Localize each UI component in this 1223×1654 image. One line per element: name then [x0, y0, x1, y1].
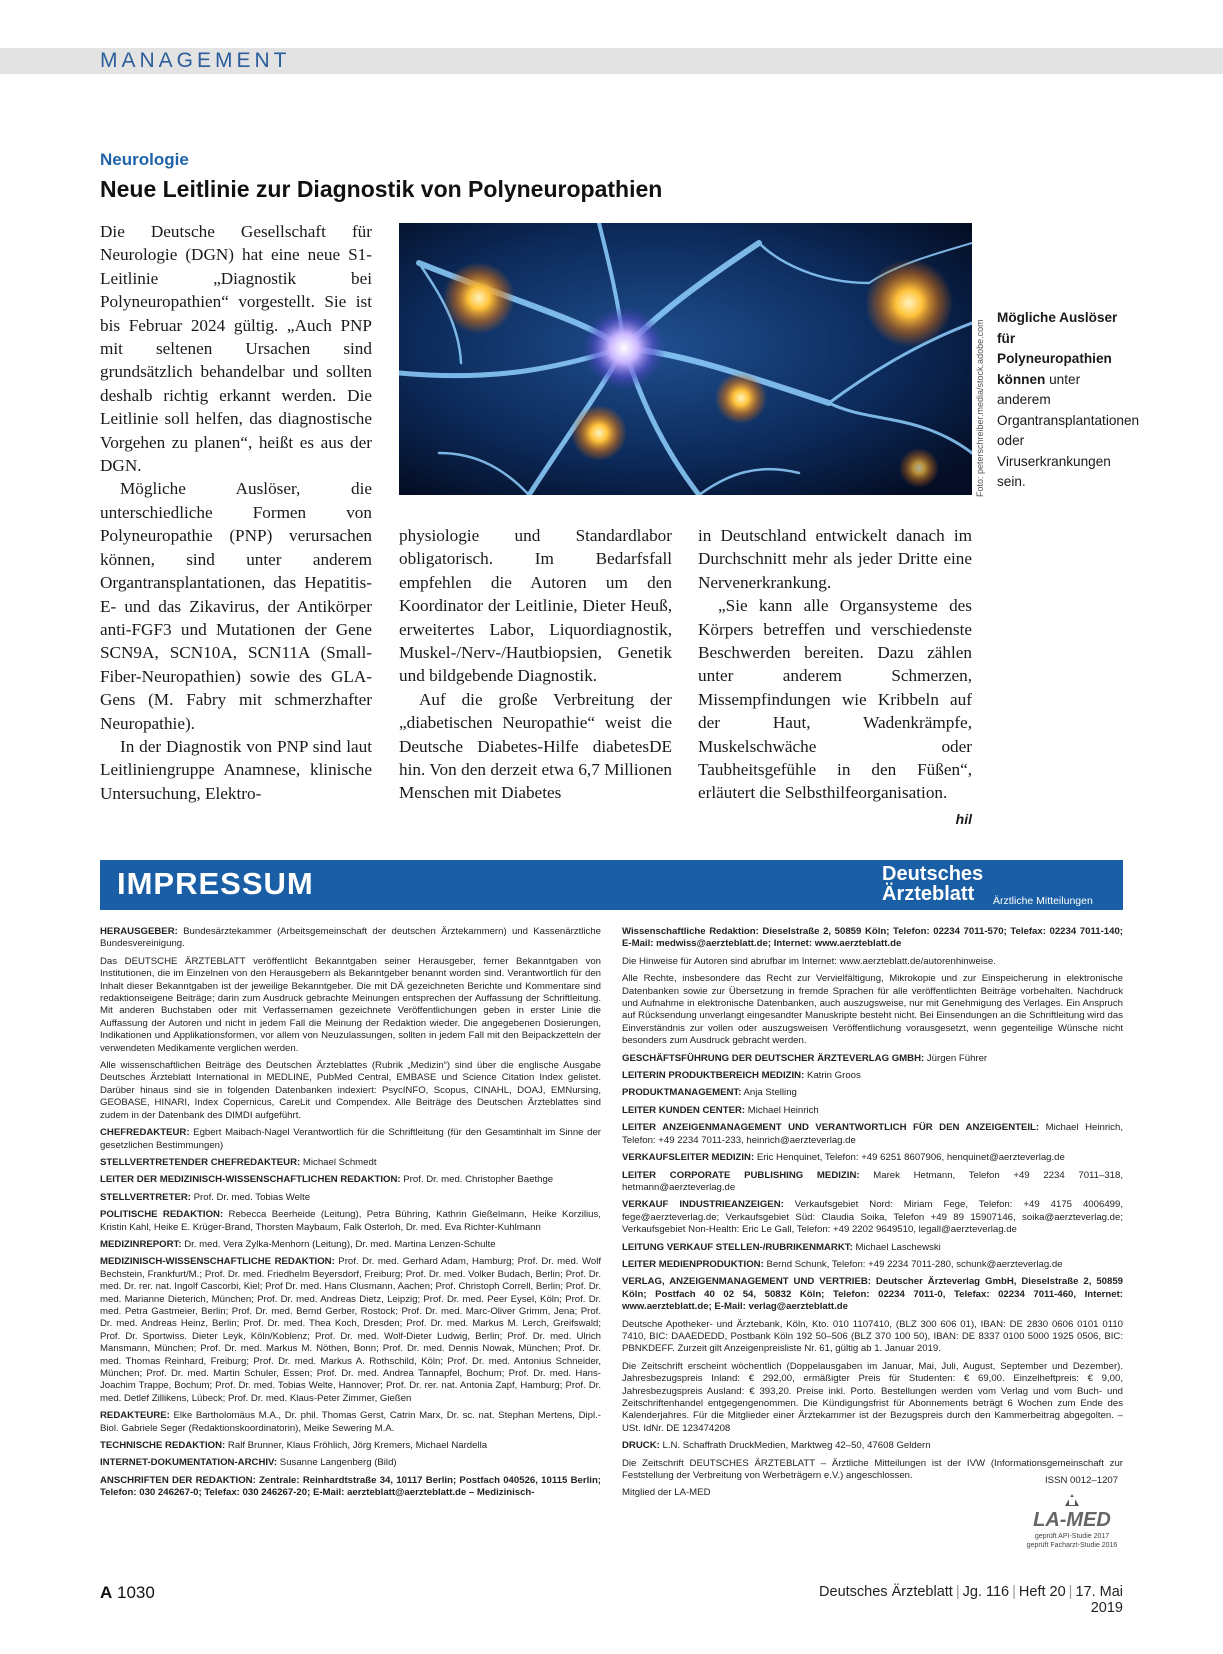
impressum-entry-heading: VERKAUFSLEITER MEDIZIN:: [622, 1152, 755, 1164]
impressum-entry: [622, 1087, 1123, 1099]
impressum-title: IMPRESSUM: [117, 866, 314, 901]
impressum-entry: [622, 1070, 1123, 1082]
impressum-entry-text: Michael Heinrich: [745, 1104, 819, 1116]
impressum-entry-text: Ralf Brunner, Klaus Fröhlich, Jörg Kremers, Michael Nardella: [225, 1440, 488, 1452]
impressum-entry-heading: Wissenschaftliche Redaktion: Dieselstraße 2, 50859 Köln; Telefon: 02234 7011-570; Telefax: 02234 7011-140; E-Mail: medwiss@aerzteblatt.de; Internet: www.aerzteblatt.de: [622, 926, 1123, 950]
impressum-entry-heading: VERKAUF INDUSTRIEANZEIGEN:: [622, 1199, 784, 1211]
page-number-value: 1030: [117, 1583, 155, 1602]
issn: ISSN 0012–1207: [1045, 1475, 1119, 1486]
impressum-entry-text: Prof. Dr. med. Gerhard Adam, Hamburg; Prof. Dr. med. Wolf Bechstein, Frankfurt/M.; Prof. Dr. med. Friedhelm Beyersdorf, Freiburg; Prof. Dr. med. Volker Budach, Berlin; Prof. Dr. med. Dr. rer. nat. Ingolf Cascorbi, Kiel; Prof Dr. med. Hans Clusmann, Aachen; Prof. Christoph Correll, Berlin; Prof. Dr. med. Marianne Dieterich, München; Prof. Dr. med. Andreas Dietz, Leipzig; Prof. Dr. med. Peer Eysel, Köln; Prof. Dr. med. Petra Gastmeier, Berlin; Prof. Dr. med. Bernd Gerber, Rostock; Prof. Dr. med. Marc-Oliver Grimm, Jena; Prof. Dr. med. Andreas Heinz, Berlin; Prof. Dr. med. Thea Koch, Dresden; Prof. Dr. med. Markus M. Lerch, Greifswald; Prof. Dr. Sportwiss. Dieter Leyk, Köln/Koblenz; Prof. Dr. med. Wolf-Dieter Ludwig, Berlin; Prof. Dr. med. Ulrich Mansmann, München; Prof. Dr. med. Markus M. Nöthen, Bonn; Prof. Dr. med. Dennis Nowak, München; Prof. Dr. med. Thomas Reinhard, Freiburg; Prof. Dr. med. Markus A. Rothschild, Köln; Prof. Dr. med. Antonius Schneider, München; Prof. Dr. med. Martin Schuler, Essen; Prof. Dr. med. Andrea Tannapfel, Bochum; Prof. Dr. med. Hans-Joachim Trappe, Bochum; Prof. Dr. med. Tobias Welte, Hannover; Prof. Dr. rer. nat. Antonia Zapf, Hamburg; Prof. Dr. med. Detlef Zillikens, Lübeck; Prof. Dr. med. Klaus-Peter Zimmer, Gießen: [100, 1256, 601, 1404]
impressum-entry-heading: VERLAG, ANZEIGENMANAGEMENT UND VERTRIEB: Deutscher Ärzteverlag GmbH, Dieselstraße 2, 50859 Köln; Postfach 40 02 54, 50832 Köln; Telefon: 02234 7011-0, Telefax: 02234 7011-460, Internet: www.aerzteblatt.de; E-Mail: verlag@aerzteblatt.de: [622, 1276, 1123, 1313]
impressum-entry-text: Bernd Schunk, Telefon: +49 2234 7011-280, schunk@aerzteverlag.de: [763, 1258, 1063, 1270]
impressum-entry: [622, 1259, 1123, 1271]
photo-credit: Foto: peterschreiber.media/stock.adobe.com: [975, 319, 985, 497]
impressum-entry: [622, 1105, 1123, 1117]
impressum-entry: [100, 1440, 601, 1452]
impressum-left-column: [100, 926, 601, 1505]
impressum-entry: [100, 1410, 601, 1435]
impressum-entry-heading: LEITER DER MEDIZINISCH-WISSENSCHAFTLICHEN REDAKTION:: [100, 1174, 401, 1186]
impressum-entry: [100, 926, 601, 951]
footer-date: 17. Mai 2019: [1075, 1584, 1123, 1616]
la-med-logo: [1022, 1492, 1122, 1552]
article-paragraph: [698, 594, 972, 827]
article-paragraph: In der Diagnostik von PNP sind laut Leitliniengruppe Anamnese, klinische Untersuchung, Elektro-: [100, 736, 372, 803]
footer-journal: Deutsches Ärzteblatt: [819, 1584, 953, 1600]
impressum-entry-heading: LEITER MEDIENPRODUKTION:: [622, 1258, 764, 1270]
impressum-entry-text: Michael Schmedt: [300, 1156, 377, 1168]
impressum-entry: [100, 1060, 601, 1122]
impressum-entry: [100, 1127, 601, 1152]
article-paragraph: Auf die große Verbreitung der „diabetischen Neuropathie“ weist die Deutsche Diabetes-Hilfe diabetesDE hin. Von den derzeit etwa 6,7 Millionen Menschen mit Diabetes: [399, 689, 672, 803]
impressum-entry: [100, 1174, 601, 1186]
impressum-entry-heading: GESCHÄFTSFÜHRUNG DER DEUTSCHER ÄRZTEVERLAG GMBH:: [622, 1052, 925, 1064]
impressum-entry-text: Jürgen Führer: [924, 1052, 988, 1064]
article-column-3: [698, 524, 972, 831]
impressum-entry: [622, 1152, 1123, 1164]
impressum-entry-text: Rebecca Beerheide (Leitung), Petra Bühring, Kathrin Gießelmann, Heike Korzilius, Kristin Kahl, Heike E. Krüger-Brand, Thorsten Maybaum, Falk Osterloh, Dr. med. Eva Richter-Kuhlmann: [100, 1209, 601, 1233]
impressum-entry-heading: POLITISCHE REDAKTION:: [100, 1209, 224, 1221]
neuron-photo: [399, 223, 972, 495]
impressum-entry: [622, 1276, 1123, 1313]
impressum-entry: [100, 956, 601, 1055]
impressum-entry-heading: REDAKTEURE:: [100, 1410, 170, 1422]
impressum-entry-text: Verkaufsgebiet Nord: Miriam Fege, Telefon: +49 4175 4006499, fege@aerzteverlag.de; Verkaufsgebiet Süd: Claudia Soika, Telefon +49 89 15907146, soika@aerzteverlag.de; Verkaufsgebiet Non-Health: Eric Le Gall, Telefon: +49 2202 9649510, legall@aerzteverlag.de: [622, 1199, 1123, 1236]
impressum-entry-text: Prof. Dr. med. Tobias Welte: [190, 1191, 311, 1203]
article-kicker: Neurologie: [100, 150, 189, 169]
impressum-entry-text: Eric Henquinet, Telefon: +49 6251 8607906, henquinet@aerzteverlag.de: [754, 1152, 1065, 1164]
impressum-entry-text: Die Zeitschrift erscheint wöchentlich (Doppelausgaben im Januar, Mai, Juli, August, September und Dezember). Jahresbezugspreis Inland: € 292,00, ermäßigter Preis für Studenten: € 69,00. Einzelheftpreis: € 9,00, Jahresbezugspreis Ausland: € 393,20. Preise inkl. Porto. Bestellungen werden vom Verlag und vom Buch- und Zeitschriftenhandel entgegengenommen. Die Kündigungsfrist für Abonnements beträgt 6 Wochen zum Ende des Kalenderjahres. Für die Mitglieder einer Ärztekammer ist der Bezugspreis durch den Kammerbeitrag abgegolten. – USt. IdNr. DE 123474208: [622, 1360, 1123, 1434]
impressum-entry-heading: INTERNET-DOKUMENTATION-ARCHIV:: [100, 1457, 278, 1469]
impressum-entry-heading: STELLVERTRETER:: [100, 1191, 191, 1203]
article-paragraph-text: „Sie kann alle Organsysteme des Körpers betreffen und verschiedenste Beschwerden bereiten. Dazu zählen unter anderem Schmerzen, Missempfindungen wie Kribbeln auf der Haut, Wadenkrämpfe, Muskelschwäche oder Taubheitsgefühle in den Füßen“, erläutert die Selbsthilfeorganisation.: [698, 596, 972, 803]
impressum-entry-text: Bundesärztekammer (Arbeitsgemeinschaft der deutschen Ärztekammern) und Kassenärztliche Bundesvereinigung.: [100, 926, 601, 950]
neuron-illustration: [399, 223, 972, 495]
page-prefix: A: [100, 1583, 113, 1602]
impressum-entry: [622, 1053, 1123, 1065]
caption-text: unter anderem Organtransplantationen oder Viruserkrankungen sein.: [997, 371, 1140, 489]
article-paragraph: Mögliche Auslöser, die unterschiedliche Formen von Polyneuropathie (PNP) verursachen können, sind unter anderem Organtransplantationen, das Hepatitis-E- und das Zikavirus, der Antikörper anti-FGF3 und Mutationen der Gene SCN9A, SCN10A, SCN11A (Small-Fiber-Neuropathien) sowie des GLA-Gens (M. Fabry mit schmerzhafter Neuropathie).: [100, 479, 372, 733]
impressum-entry-text: Egbert Maibach-Nagel Verantwortlich für die Schriftleitung (für den Gesamtinhalt im Sinne der gesetzlichen Bestimmungen): [100, 1127, 601, 1151]
impressum-entry-text: Alle wissenschaftlichen Beiträge des Deutschen Ärzteblattes (Rubrik „Medizin“) sind über die englische Ausgabe Deutsches Ärzteblatt International in MEDLINE, PubMed Central, EMBASE und Science Citation Index gelistet. Darüber hinaus sind sie in folgenden Datenbanken indexiert: PsycINFO, Scopus, CINAHL, DOAJ, EMNursing, GEOBASE, HINARI, Index Copernicus, CareLit und Compendex. Alle Beiträge des Deutschen Ärzteblattes sind zudem in der Datenbank des DIMDI aufgeführt.: [100, 1060, 601, 1121]
footer-issue: Heft 20: [1018, 1584, 1066, 1600]
journal-logo-line1: Deutsches: [882, 863, 984, 885]
impressum-entry-heading: TECHNISCHE REDAKTION:: [100, 1440, 226, 1452]
footer-volume: Jg. 116: [962, 1584, 1010, 1600]
impressum-entry-heading: PRODUKTMANAGEMENT:: [622, 1087, 742, 1099]
impressum-entry-heading: ANSCHRIFTEN DER REDAKTION: Zentrale: Reinhardtstraße 34, 10117 Berlin; Postfach 040526, 10115 Berlin; Telefon: 030 246267-0; Telefax: 030 246267-20; E-Mail: aerzteblatt@aerzteblatt.de – Medizinisch-: [100, 1474, 601, 1499]
article-column-1: [100, 220, 372, 805]
impressum-entry-text: Katrin Groos: [804, 1070, 861, 1082]
impressum-entry-heading: LEITUNG VERKAUF STELLEN-/RUBRIKENMARKT:: [622, 1241, 853, 1253]
impressum-entry: [622, 1170, 1123, 1195]
impressum-entry: [100, 1192, 601, 1204]
impressum-entry-heading: DRUCK:: [622, 1440, 660, 1452]
article-paragraph: in Deutschland entwickelt danach im Durchschnitt mehr als jeder Dritte eine Nervenerkrankung.: [698, 526, 972, 592]
impressum-entry: [622, 1361, 1123, 1435]
impressum-entry-text: Das DEUTSCHE ÄRZTEBLATT veröffentlicht Bekanntgaben seiner Herausgeber, ferner Bekanntgaben von Institutionen, die im Einzelnen von den Herausgebern als Bekanntgeber benannt worden sind. Verantwortlich für den Inhalt dieser Bekanntgaben ist der jeweilige Bekanntgeber. Die mit DÄ gezeichneten Berichte und Kommentare sind redaktionseigene Beiträge; darin zum Ausdruck gebrachte Meinungen entsprechen der Auffassung der Schriftleitung. Mit anderen Buchstaben oder mit Verfassernamen gezeichnete Veröffentlichungen geben in erster Linie die Auffassung der Autoren und nicht in jedem Fall die Meinung der Redaktion wieder. Die angegebenen Dosierungen, Indikationen und Applikationsformen, vor allem von Neuzulassungen, sollten in jedem Fall mit den Beipackzetteln der verwendeten Medikamente verglichen werden.: [100, 955, 601, 1054]
impressum-entry-heading: CHEFREDAKTEUR:: [100, 1127, 190, 1139]
la-med-line2: geprüft Facharzt-Studie 2016: [1026, 1542, 1118, 1549]
impressum-entry-text: Deutsche Apotheker- und Ärztebank, Köln, Kto. 010 1107410, (BLZ 300 606 01), IBAN: DE 2830 0606 0101 0110 7410, BIC: DAAEDEDD, Postbank Köln 192 50–506 (BLZ 370 100 50), IBAN: DE 8337 0100 5000 1925 0506, BIC: PBNKDEFF. Zurzeit gilt Anzeigenpreisliste Nr. 61, gültig ab 1. Januar 2019.: [622, 1318, 1123, 1355]
impressum-entry: [100, 1475, 601, 1500]
impressum-entry: [622, 1440, 1123, 1452]
impressum-entry: [622, 1199, 1123, 1236]
article-paragraph: Die Deutsche Gesellschaft für Neurologie (DGN) hat eine neue S1-Leitlinie „Diagnostik bei Polyneuropathien“ vorgestellt. Sie ist bis Februar 2024 gültig. „Auch PNP mit seltenen Ursachen sind grundsätzlich behandelbar und sollten deshalb richtig erkannt werden. Die Leitlinie soll helfen, das diagnostische Vorgehen zu planen“, heißt es aus der DGN.: [100, 222, 372, 476]
impressum-entry: [100, 1157, 601, 1169]
impressum-entry-text: Prof. Dr. med. Christopher Baethge: [400, 1174, 554, 1186]
impressum-entry-heading: LEITER ANZEIGENMANAGEMENT UND VERANTWORTLICH FÜR DEN ANZEIGENTEIL:: [622, 1122, 1040, 1134]
page-number: [100, 1583, 155, 1603]
la-med-line1: geprüft API-Studie 2017: [1034, 1533, 1110, 1540]
impressum-entry-heading: HERAUSGEBER:: [100, 926, 178, 937]
impressum-entry: [622, 956, 1123, 968]
impressum-entry: [622, 1319, 1123, 1356]
article-headline: Neue Leitlinie zur Diagnostik von Polyneuropathien: [100, 176, 663, 202]
impressum-entry-heading: LEITER KUNDEN CENTER:: [622, 1104, 746, 1116]
impressum-entry: [622, 1242, 1123, 1254]
author-initials: hil: [955, 810, 972, 827]
impressum-entry: [100, 1209, 601, 1234]
article-paragraph: physiologie und Standardlabor obligatorisch. Im Bedarfsfall empfehlen die Autoren um den Koordinator der Leitlinie, Dieter Heuß, erweitertes Labor, Liquordiagnostik, Muskel-/Nerv-/Hautbiopsien, Genetik und bildgebende Diagnostik.: [399, 526, 672, 686]
caption-bold: Mögliche Auslöser für Polyneuropathien können: [997, 310, 1118, 387]
image-caption: [997, 308, 1140, 493]
impressum-entry-heading: LEITERIN PRODUKTBEREICH MEDIZIN:: [622, 1070, 805, 1082]
impressum-entry-text: Michael Laschewski: [852, 1241, 941, 1253]
impressum-entry: [622, 1122, 1123, 1147]
article-column-2: [399, 524, 672, 805]
impressum-entry-heading: STELLVERTRETENDER CHEFREDAKTEUR:: [100, 1156, 301, 1168]
impressum-entry-text: Marek Hetmann, Telefon +49 2234 7011–318, hetmann@aerzteverlag.de: [622, 1169, 1123, 1193]
impressum-entry-heading: MEDIZINISCH-WISSENSCHAFTLICHE REDAKTION:: [100, 1256, 335, 1268]
la-med-name: LA-MED: [1033, 1509, 1111, 1531]
journal-logo-line2: Ärzteblatt: [882, 883, 975, 905]
impressum-entry: [100, 1457, 601, 1469]
section-label: MANAGEMENT: [100, 49, 291, 72]
journal-logo-subtitle: Ärztliche Mitteilungen: [993, 895, 1093, 907]
impressum-entry-text: L.N. Schaffrath DruckMedien, Marktweg 42–50, 47608 Geldern: [659, 1440, 931, 1452]
journal-footer: Deutsches Ärzteblatt | Jg. 116 | Heft 20 | 17. Mai 2019: [819, 1584, 1123, 1616]
impressum-entry-heading: MEDIZINREPORT:: [100, 1238, 182, 1250]
impressum-entry-text: Die Zeitschrift DEUTSCHES ÄRZTEBLATT – Ärztliche Mitteilungen ist der IVW (Informationsgemeinschaft zur Feststellung der Verbreitung von Werbeträgern e.V.) angeschlossen.: [622, 1457, 1123, 1482]
impressum-entry: [622, 973, 1123, 1047]
impressum-entry-text: Alle Rechte, insbesondere das Recht zur Vervielfältigung, Mikrokopie und zur Einspeicherung in elektronische Datenbanken sowie zur Übersetzung in fremde Sprachen für alle veröffentlichten Beiträge vorbehalten. Nachdruck und Aufnahme in elektronische Datenbanken, auch auszugsweise, nur mit Genehmigung des Verlages. Ein Anspruch auf Rücksendung unverlangt eingesandter Manuskripte besteht nicht. Bei Einsendungen an die Schriftleitung wird das Einverständnis zur vollen oder auszugsweisen Veröffentlichung vorausgesetzt, wenn gegenteilige Wünsche nicht besonders zum Ausdruck gebracht werden.: [622, 973, 1123, 1047]
impressum-entry-text: Susanne Langenberg (Bild): [277, 1457, 397, 1469]
impressum-entry-text: Michael Heinrich, Telefon: +49 2234 7011-233, heinrich@aerzteverlag.de: [622, 1122, 1123, 1146]
impressum-entry-text: Mitglied der LA-MED: [622, 1487, 711, 1499]
impressum-entry-text: Elke Bartholomäus M.A., Dr. phil. Thomas Gerst, Catrin Marx, Dr. sc. nat. Stephan Mertens, Dipl.-Biol. Gabriele Seger (Redaktionskoordinatorin), Meike Sewering M.A.: [100, 1410, 601, 1434]
la-med-icon: [1022, 1492, 1122, 1552]
impressum-entry-text: Dr. med. Vera Zylka-Menhorn (Leitung), Dr. med. Martina Lenzen-Schulte: [181, 1238, 496, 1250]
impressum-entry: [622, 926, 1123, 951]
impressum-entry-text: Anja Stelling: [741, 1087, 797, 1099]
impressum-entry: [100, 1239, 601, 1251]
impressum-entry: [100, 1256, 601, 1405]
impressum-entry-heading: LEITER CORPORATE PUBLISHING MEDIZIN:: [622, 1169, 860, 1181]
impressum-right-column: [622, 926, 1123, 1505]
impressum-entry-text: Die Hinweise für Autoren sind abrufbar im Internet: www.aerzteblatt.de/autorenhinweise.: [622, 955, 996, 967]
